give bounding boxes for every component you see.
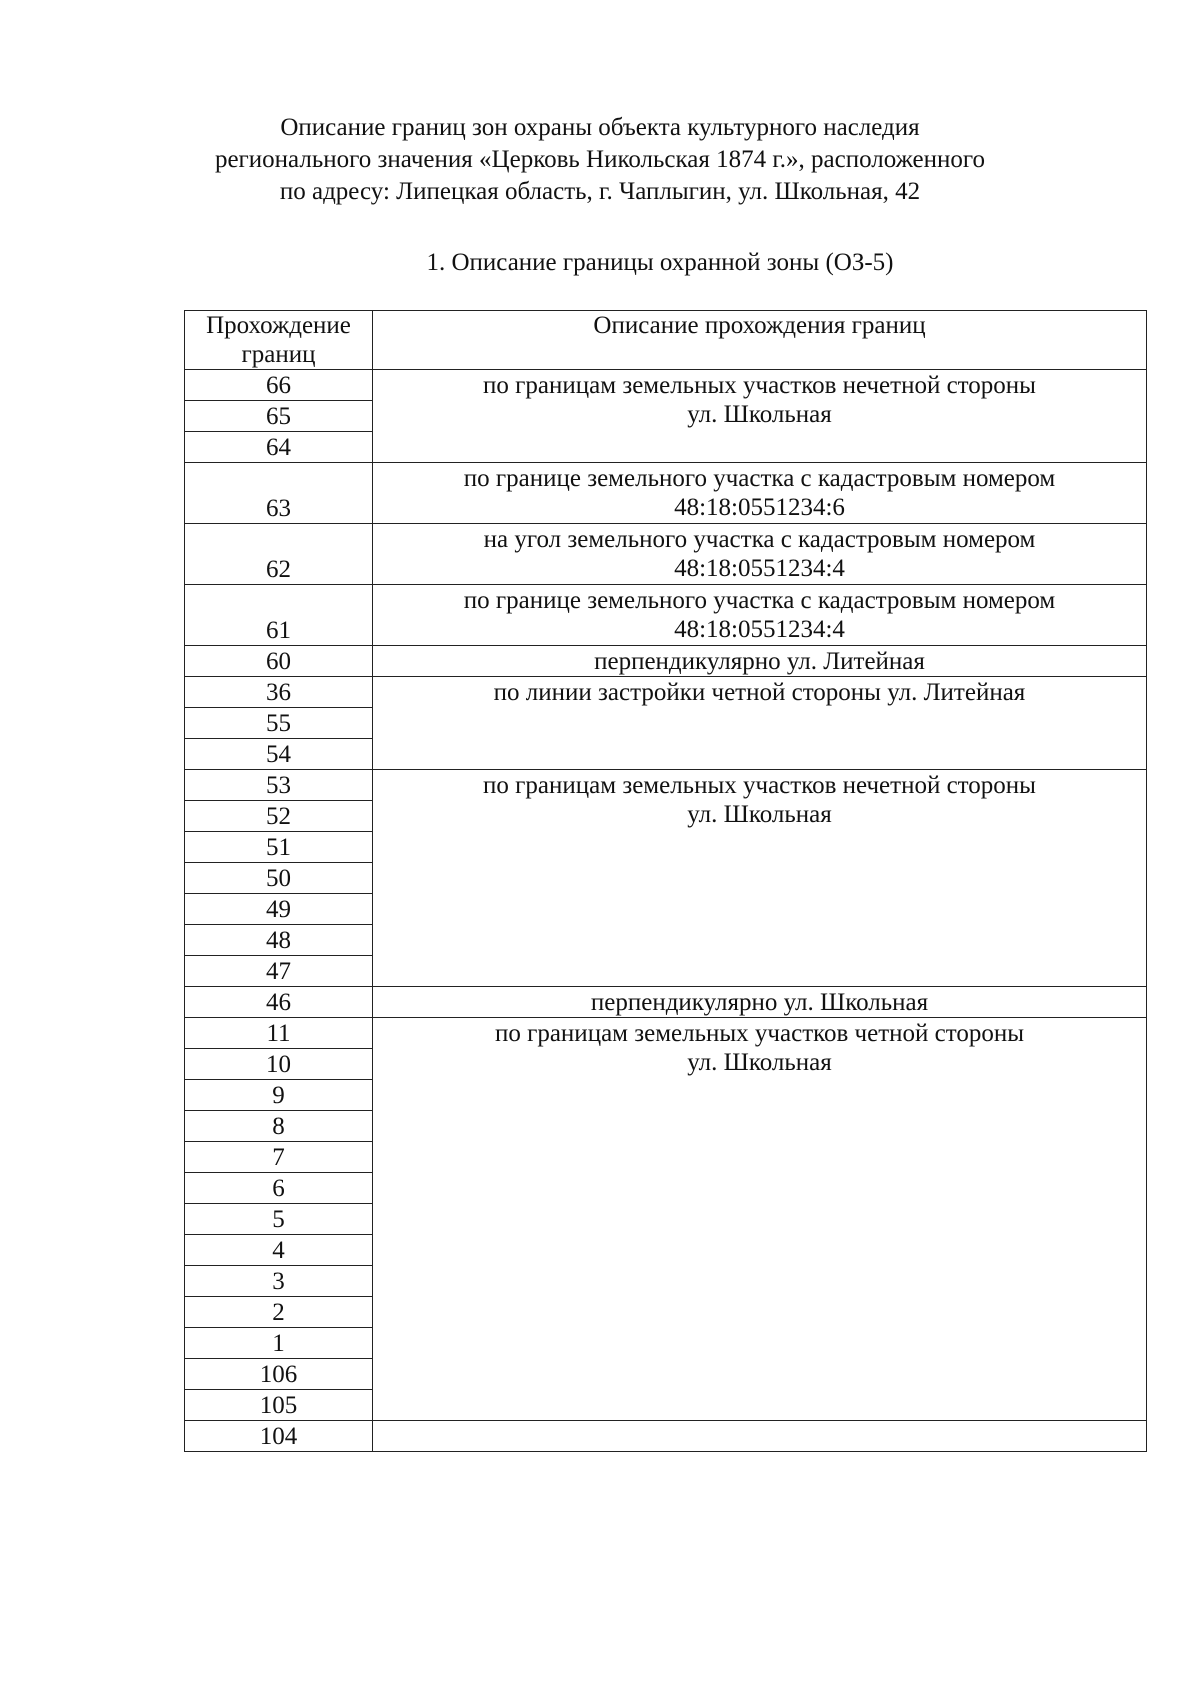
description-line: 48:18:0551234:4 <box>674 616 845 643</box>
point-number: 60 <box>185 646 373 677</box>
boundary-description <box>373 987 1147 1018</box>
point-number: 105 <box>185 1390 373 1421</box>
header-points <box>185 311 373 370</box>
point-number: 9 <box>185 1080 373 1111</box>
point-number: 6 <box>185 1173 373 1204</box>
boundary-description <box>373 770 1147 987</box>
point-number: 8 <box>185 1111 373 1142</box>
boundary-description <box>373 524 1147 585</box>
point-number: 62 <box>185 524 373 585</box>
point-number: 49 <box>185 894 373 925</box>
table-row <box>185 1421 1147 1452</box>
header-points-line2: границ <box>241 341 316 368</box>
boundary-description <box>373 1018 1147 1421</box>
point-number: 61 <box>185 585 373 646</box>
description-line: по линии застройки четной стороны ул. Литейная <box>493 679 1026 706</box>
point-number: 64 <box>185 432 373 463</box>
point-number: 10 <box>185 1049 373 1080</box>
point-number: 3 <box>185 1266 373 1297</box>
point-number: 47 <box>185 956 373 987</box>
point-number: 55 <box>185 708 373 739</box>
description-line: ул. Школьная <box>687 801 832 828</box>
point-number: 4 <box>185 1235 373 1266</box>
point-number: 63 <box>185 463 373 524</box>
boundary-description <box>373 463 1147 524</box>
point-number: 50 <box>185 863 373 894</box>
table-row <box>185 370 1147 401</box>
point-number: 51 <box>185 832 373 863</box>
table-row <box>185 524 1147 585</box>
table-row <box>185 646 1147 677</box>
description-line: по границам земельных участков нечетной стороны <box>483 772 1036 799</box>
point-number: 2 <box>185 1297 373 1328</box>
table-row <box>185 987 1147 1018</box>
point-number: 36 <box>185 677 373 708</box>
description-line: ул. Школьная <box>687 401 832 428</box>
description-line: по границе земельного участка с кадастровым номером <box>463 465 1056 492</box>
title-line: регионального значения «Церковь Никольская 1874 г.», расположенного <box>214 146 986 173</box>
table-row <box>185 677 1147 708</box>
description-line: по границам земельных участков нечетной стороны <box>483 372 1036 399</box>
description-line: по границе земельного участка с кадастровым номером <box>463 587 1056 614</box>
description-line: 48:18:0551234:6 <box>674 494 845 521</box>
point-number: 7 <box>185 1142 373 1173</box>
boundary-description <box>373 646 1147 677</box>
point-number: 65 <box>185 401 373 432</box>
document-title <box>0 112 1200 208</box>
description-line: ул. Школьная <box>687 1049 832 1076</box>
table-row <box>185 1018 1147 1049</box>
table-body <box>185 370 1147 1452</box>
description-line: перпендикулярно ул. Школьная <box>590 989 929 1016</box>
point-number: 46 <box>185 987 373 1018</box>
boundary-description <box>373 677 1147 770</box>
point-number: 54 <box>185 739 373 770</box>
boundary-description <box>373 1421 1147 1452</box>
point-number: 52 <box>185 801 373 832</box>
point-number: 53 <box>185 770 373 801</box>
title-line: по адресу: Липецкая область, г. Чаплыгин, ул. Школьная, 42 <box>279 178 921 205</box>
point-number: 1 <box>185 1328 373 1359</box>
description-line: 48:18:0551234:4 <box>674 555 845 582</box>
header-points-line1: Прохождение <box>206 312 351 339</box>
point-number: 48 <box>185 925 373 956</box>
boundary-description <box>373 370 1147 463</box>
table-row <box>185 463 1147 524</box>
point-number: 106 <box>185 1359 373 1390</box>
point-number: 11 <box>185 1018 373 1049</box>
section-heading: 1. Описание границы охранной зоны (ОЗ-5) <box>426 249 894 276</box>
header-description: Описание прохождения границ <box>373 311 1147 370</box>
description-line: по границам земельных участков четной стороны <box>494 1020 1025 1047</box>
table-row <box>185 585 1147 646</box>
boundary-description <box>373 585 1147 646</box>
description-line: перпендикулярно ул. Литейная <box>594 648 925 675</box>
description-line: на угол земельного участка с кадастровым номером <box>483 526 1036 553</box>
title-line: Описание границ зон охраны объекта культурного наследия <box>280 114 920 141</box>
table-row <box>185 770 1147 801</box>
table-header-row <box>185 311 1147 370</box>
point-number: 5 <box>185 1204 373 1235</box>
point-number: 104 <box>185 1421 373 1452</box>
boundary-table <box>184 310 1147 1452</box>
point-number: 66 <box>185 370 373 401</box>
